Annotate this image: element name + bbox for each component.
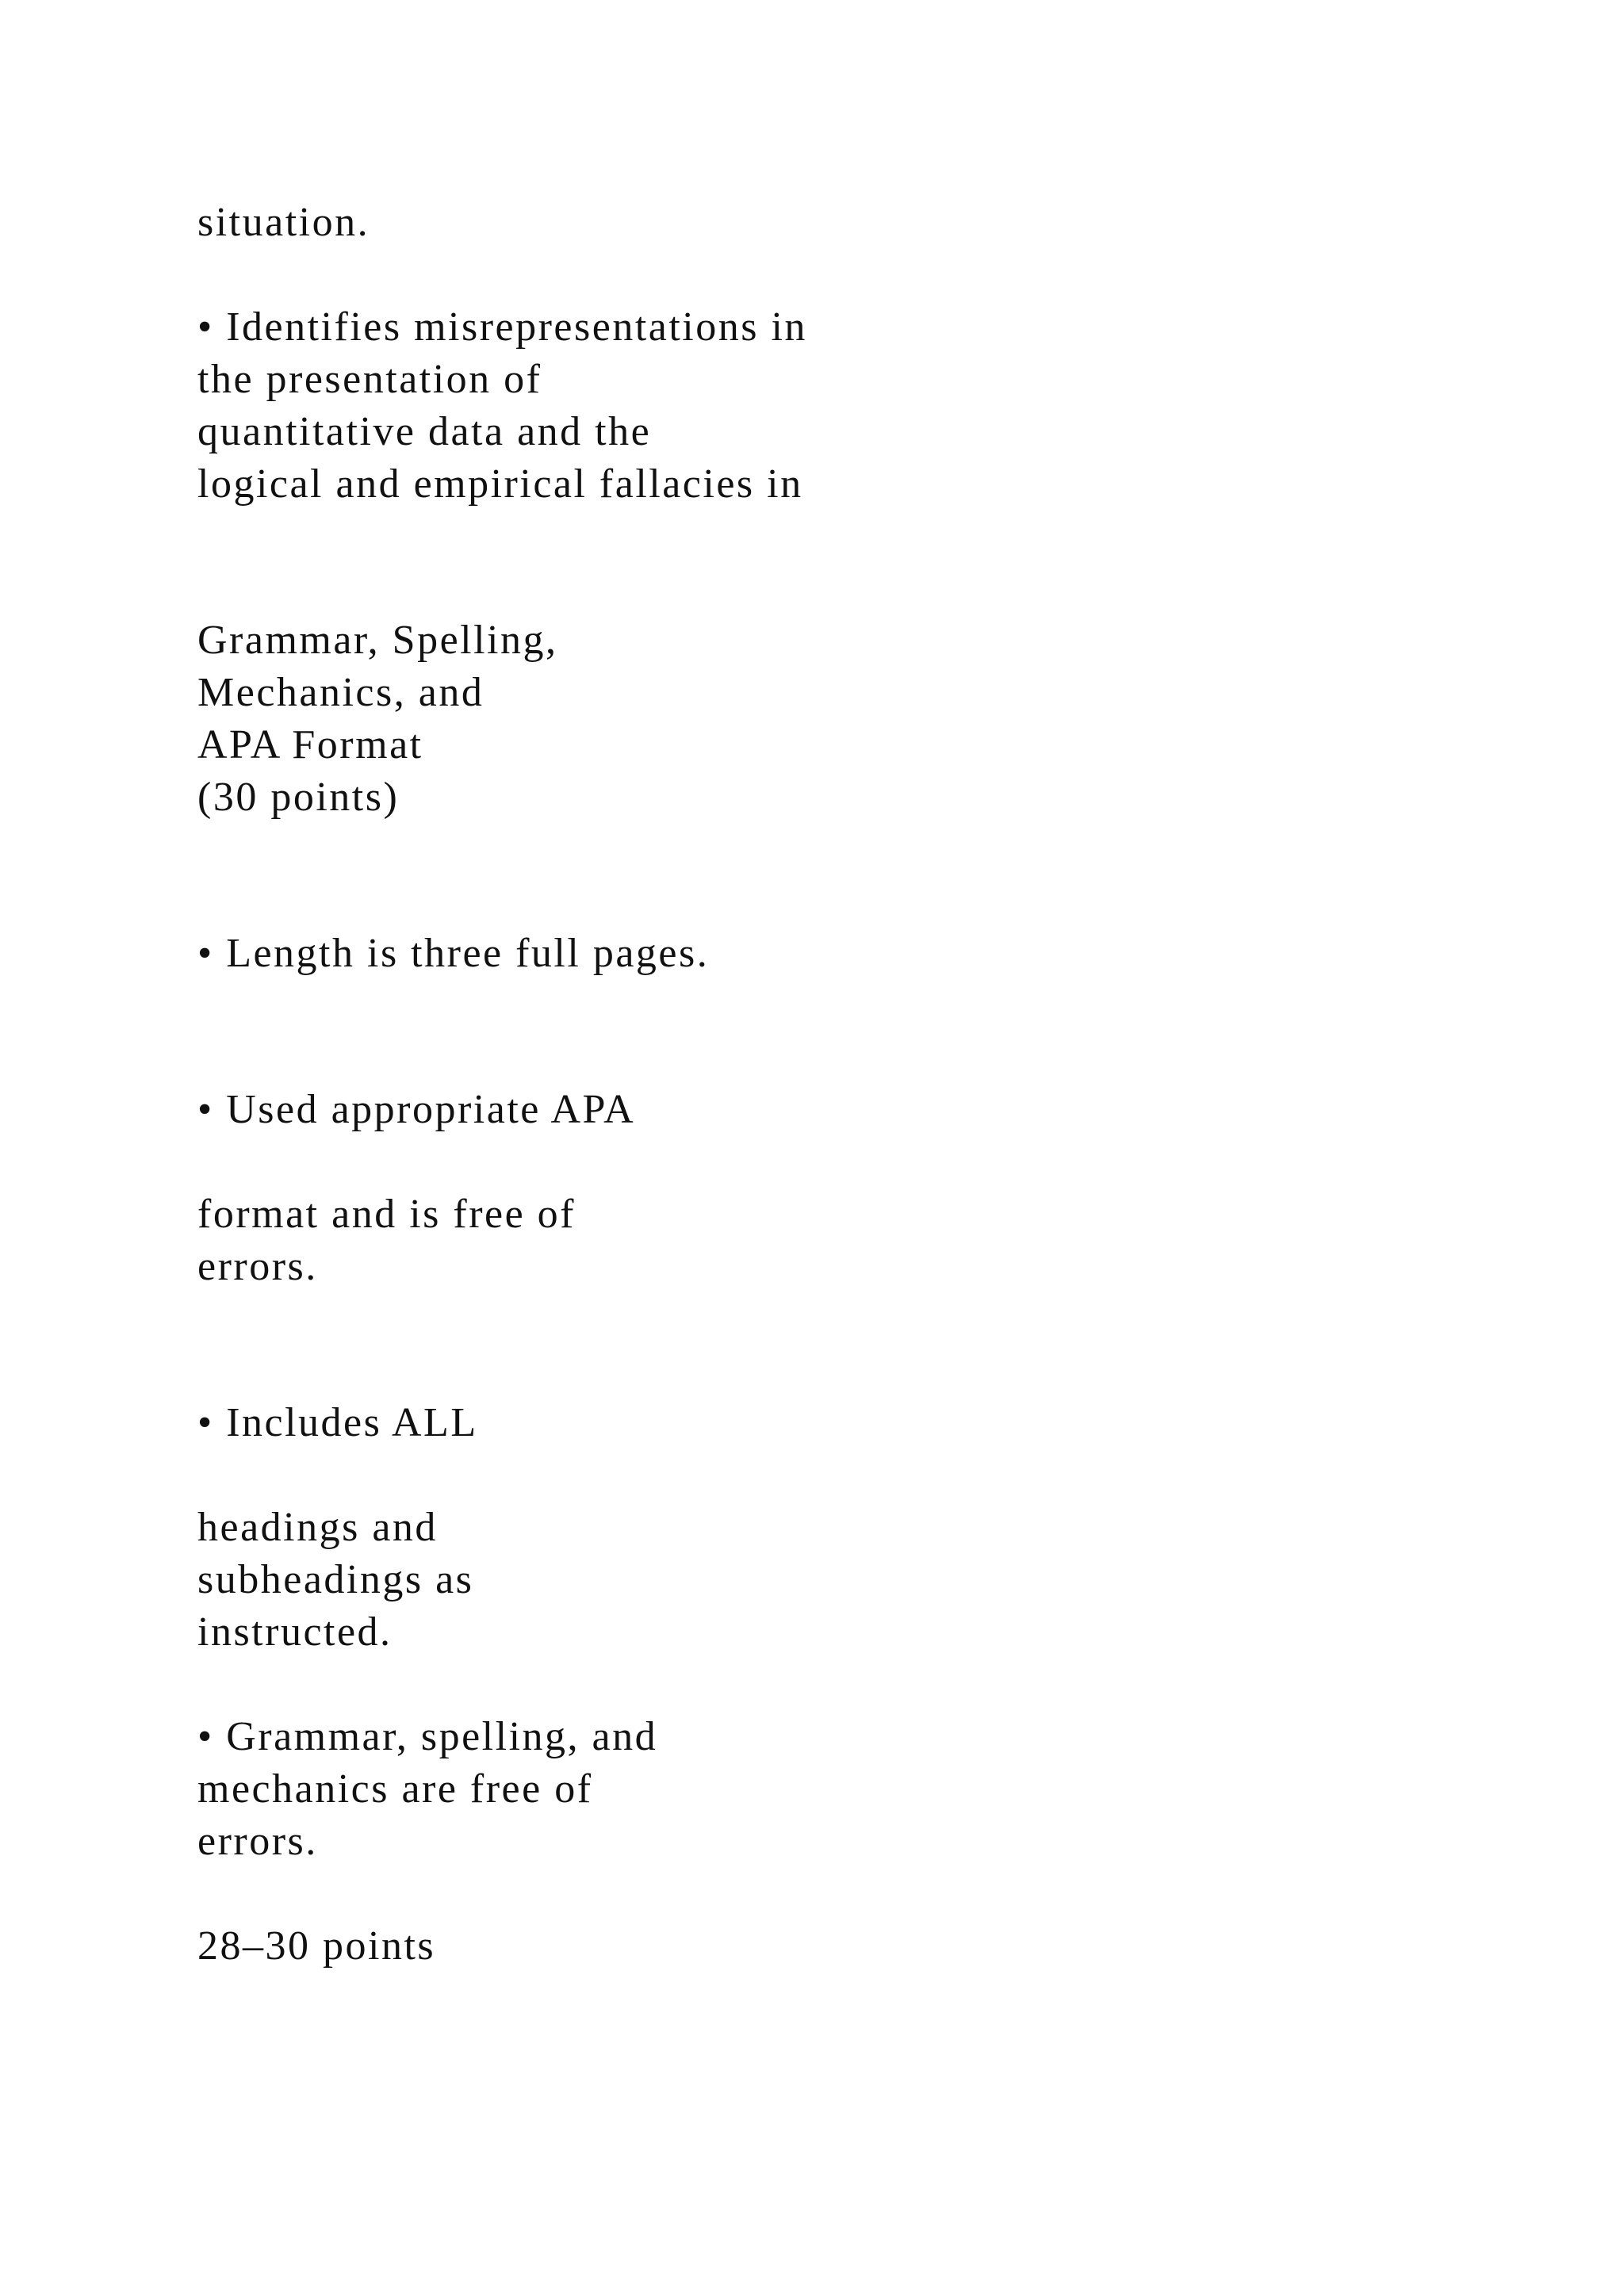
section-heading: Mechanics, and xyxy=(197,670,485,715)
section-heading: Grammar, Spelling, xyxy=(197,618,558,663)
text-line: subheadings as xyxy=(197,1557,474,1602)
text-line: headings and xyxy=(197,1505,438,1550)
text-line: quantitative data and the xyxy=(197,409,652,454)
section-points: (30 points) xyxy=(197,775,400,820)
bullet-item: • Grammar, spelling, and xyxy=(197,1714,658,1759)
bullet-item: • Length is three full pages. xyxy=(197,931,710,976)
text-line: mechanics are free of xyxy=(197,1766,593,1812)
bullet-item: • Identifies misrepresentations in xyxy=(197,304,807,350)
score-range: 28–30 points xyxy=(197,1923,436,1969)
text-line: logical and empirical fallacies in xyxy=(197,461,803,507)
bullet-item: • Includes ALL xyxy=(197,1400,478,1445)
text-line: situation. xyxy=(197,200,370,245)
text-line: errors. xyxy=(197,1244,318,1289)
bullet-item: • Used appropriate APA xyxy=(197,1087,636,1132)
section-heading: APA Format xyxy=(197,722,423,767)
text-line: errors. xyxy=(197,1819,318,1864)
text-line: the presentation of xyxy=(197,357,542,402)
text-line: instructed. xyxy=(197,1609,393,1655)
text-line: format and is free of xyxy=(197,1192,576,1237)
